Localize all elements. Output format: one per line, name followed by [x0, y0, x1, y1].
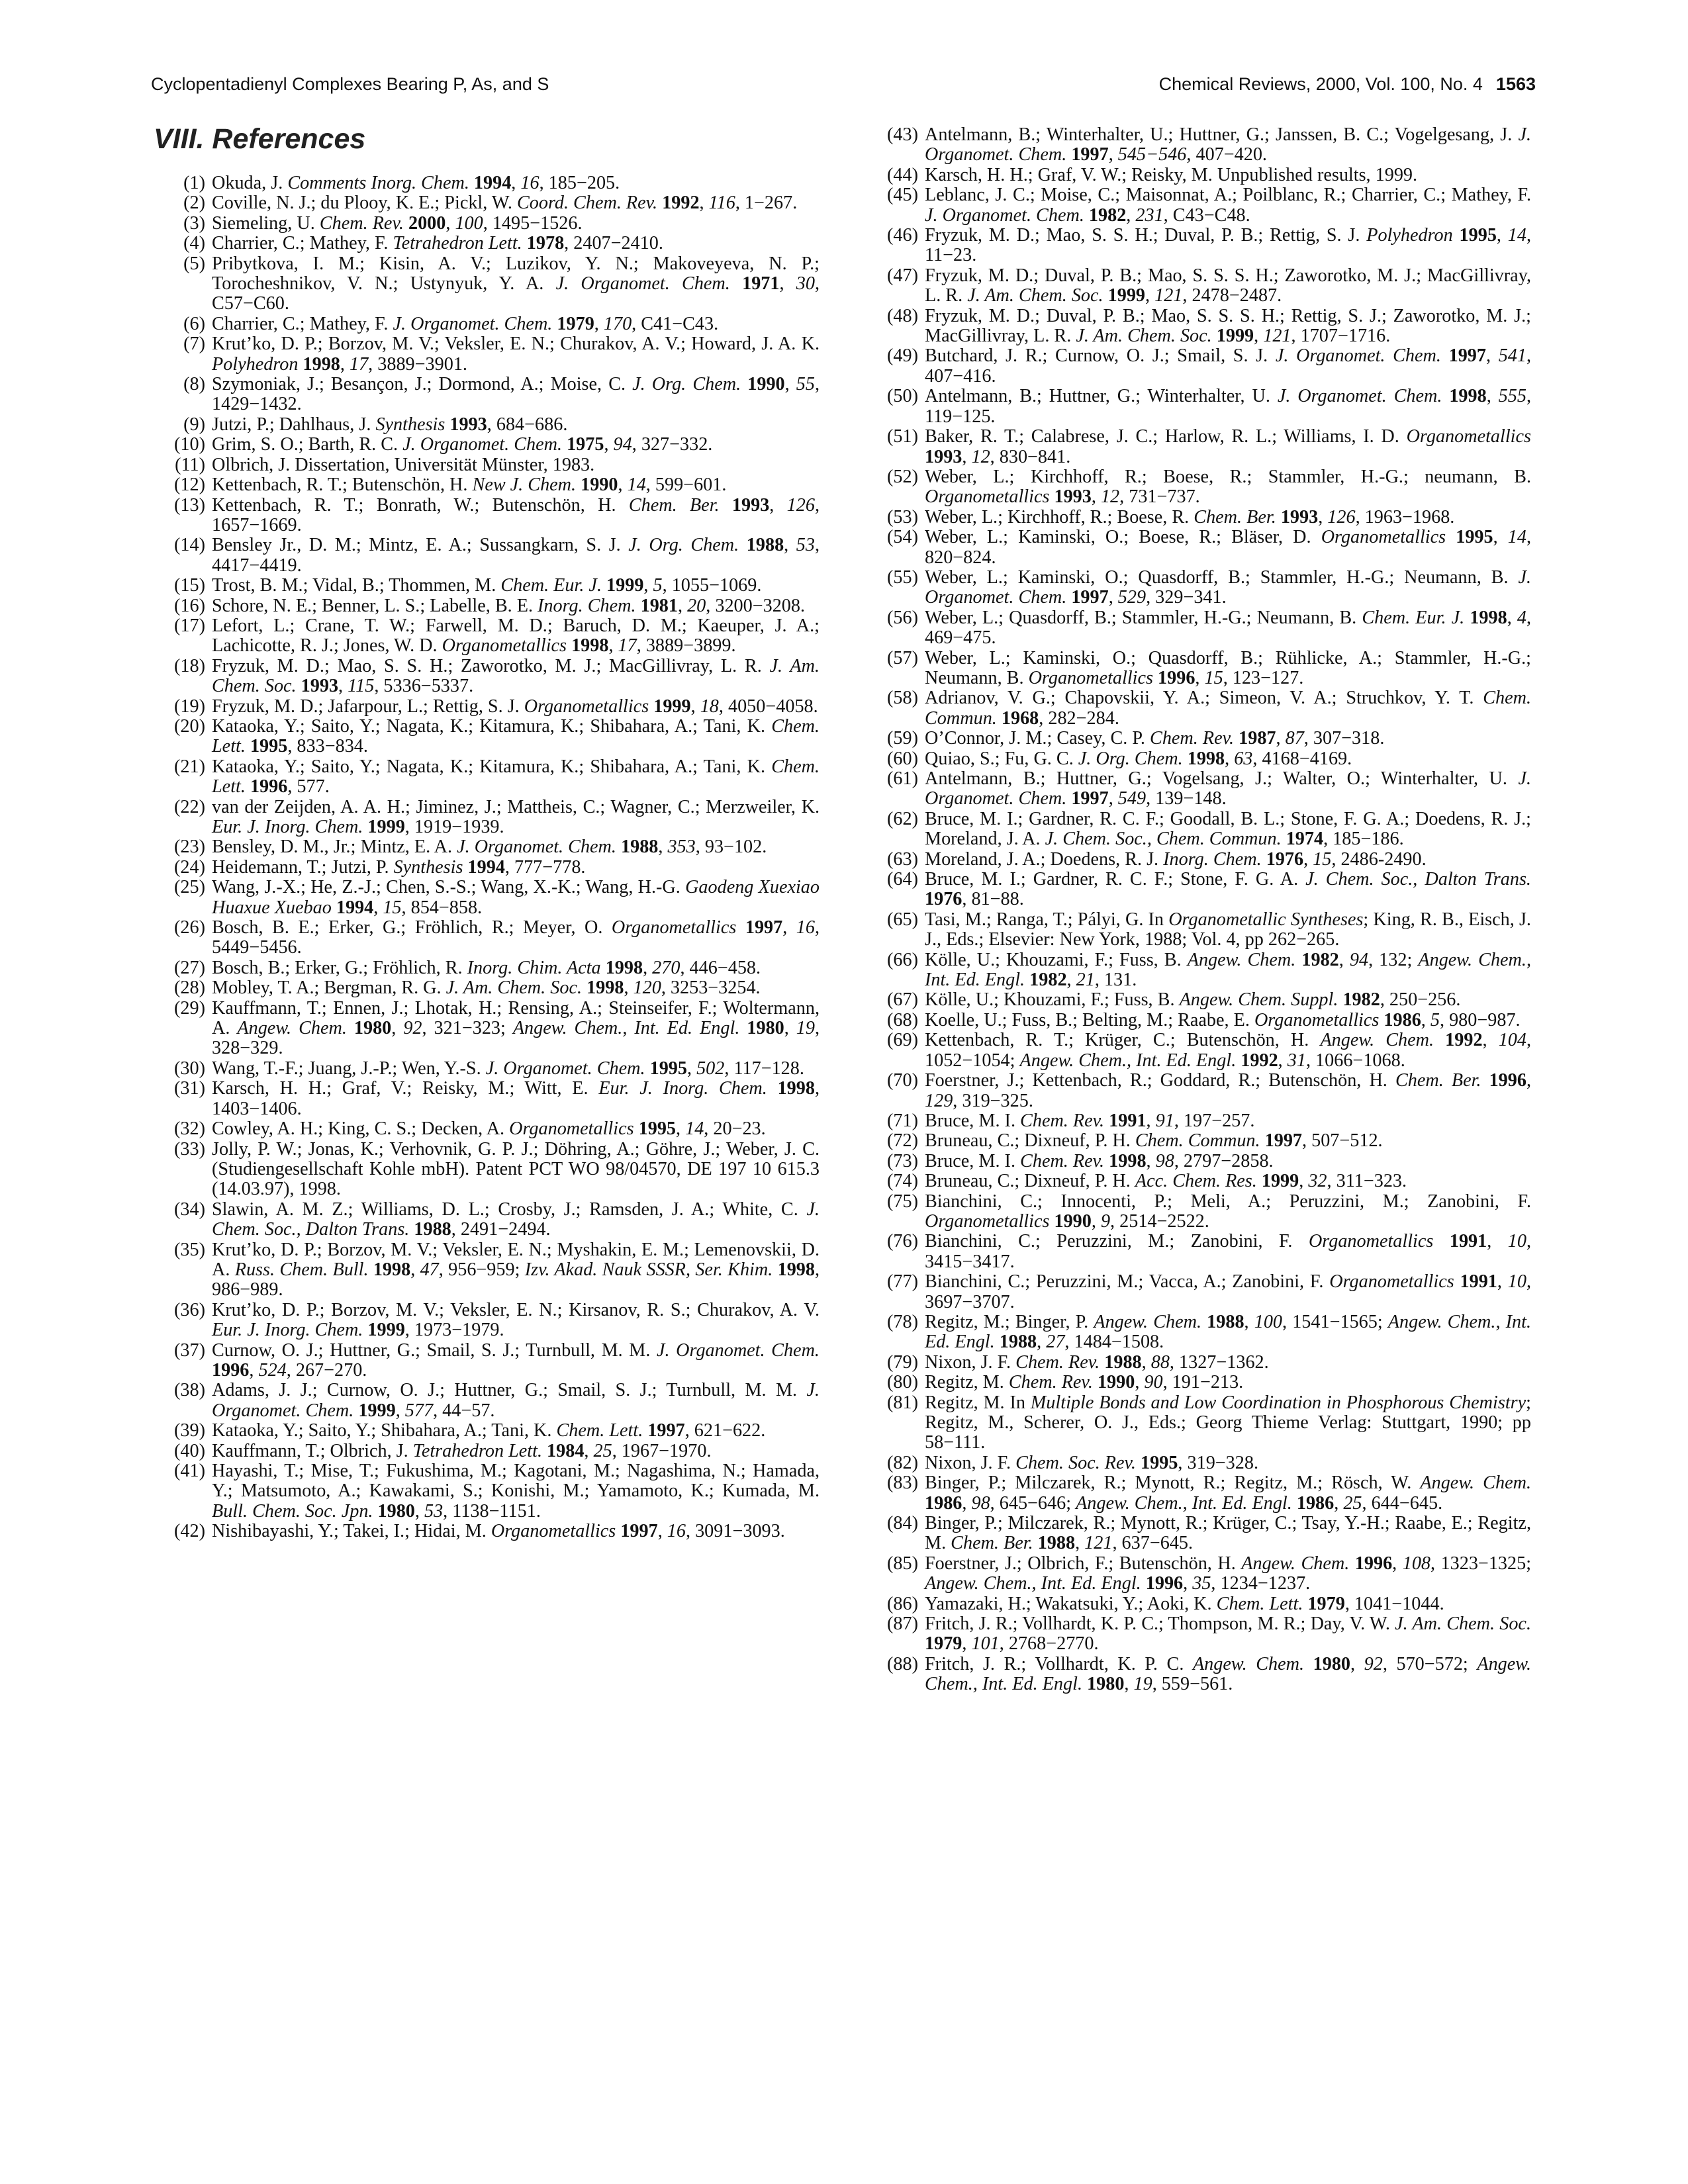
reference-text: Bruneau, C.; Dixneuf, P. H. Chem. Commun. 1997, 507−512. [925, 1130, 1383, 1152]
reference-text: Bensley Jr., D. M.; Mintz, E. A.; Sussangkarn, S. J. J. Org. Chem. 1988, 53, 4417−4419. [212, 535, 820, 576]
reference-number: (12) [174, 475, 205, 496]
reference-number: (69) [887, 1030, 918, 1051]
reference-number: (58) [887, 688, 918, 709]
reference-entry [159, 596, 820, 616]
reference-entry [872, 427, 1531, 467]
reference-entry [159, 717, 820, 757]
reference-entry [159, 1059, 820, 1079]
reference-number: (85) [887, 1553, 918, 1574]
reference-number: (42) [174, 1521, 205, 1542]
reference-text: Weber, L.; Kirchhoff, R.; Boese, R. Chem. Ber. 1993, 126, 1963−1968. [925, 506, 1455, 527]
reference-text: Weber, L.; Quasdorff, B.; Stammler, H.-G.; Neumann, B. Chem. Eur. J. 1998, 4, 469−475. [925, 607, 1531, 649]
reference-text: Adams, J. J.; Curnow, O. J.; Huttner, G.; Smail, S. J.; Turnbull, M. M. J. Organomet. Chem. 1999, 577, 44−57. [212, 1380, 820, 1421]
reference-entry [872, 527, 1531, 568]
reference-entry [159, 657, 820, 697]
reference-number: (21) [174, 756, 205, 777]
reference-entry [872, 749, 1531, 769]
reference-text: Bruce, M. I.; Gardner, R. C. F.; Goodall, B. L.; Stone, F. G. A.; Doedens, R. J.; Moreland, J. A. J. Chem. Soc., Chem. Commun. 1974, 185−186. [925, 808, 1531, 850]
reference-entry [159, 214, 820, 234]
reference-entry [159, 193, 820, 213]
reference-text: Kettenbach, R. T.; Krüger, C.; Butenschön, H. Angew. Chem. 1992, 104, 1052−1054; Angew. Chem., Int. Ed. Engl. 1992, 31, 1066−1068. [925, 1030, 1532, 1071]
reference-number: (64) [887, 869, 918, 890]
reference-entry [872, 1152, 1531, 1171]
reference-text: Bosch, B. E.; Erker, G.; Fröhlich, R.; Meyer, O. Organometallics 1997, 16, 5449−5456. [212, 917, 820, 958]
reference-entry [872, 1030, 1531, 1071]
reference-text: van der Zeijden, A. A. H.; Jiminez, J.; Mattheis, C.; Wagner, C.; Merzweiler, K. Eur. J. Inorg. Chem. 1999, 1919−1939. [212, 796, 820, 837]
reference-entry [159, 1461, 820, 1522]
reference-text: Slawin, A. M. Z.; Williams, D. L.; Crosby, J.; Ramsden, J. A.; White, C. J. Chem. Soc., Dalton Trans. 1988, 2491−2494. [212, 1199, 820, 1240]
reference-entry [872, 1655, 1531, 1695]
reference-entry [159, 1522, 820, 1541]
reference-number: (28) [174, 978, 205, 999]
reference-number: (1) [183, 173, 205, 193]
reference-number: (53) [887, 506, 918, 527]
reference-number: (33) [174, 1138, 205, 1160]
reference-entry [872, 467, 1531, 508]
reference-entry [872, 387, 1531, 427]
reference-text: Cowley, A. H.; King, C. S.; Decken, A. Organometallics 1995, 14, 20−23. [212, 1118, 766, 1140]
reference-text: Krut’ko, D. P.; Borzov, M. V.; Veksler, E. N.; Myshakin, E. M.; Lemenovskii, D. A. Russ. Chem. Bull. 1998, 47, 956−959; Izv. Akad. Nauk SSSR, Ser. Khim. 1998, 986−989. [212, 1239, 820, 1300]
reference-number: (38) [174, 1380, 205, 1401]
reference-text: Kataoka, Y.; Saito, Y.; Nagata, K.; Kitamura, K.; Shibahara, A.; Tani, K. Chem. Lett. 1995, 833−834. [212, 715, 820, 757]
reference-number: (66) [887, 949, 918, 970]
reference-number: (59) [887, 728, 918, 749]
reference-text: Curnow, O. J.; Huttner, G.; Smail, S. J.; Turnbull, M. M. J. Organomet. Chem. 1996, 524, 267−270. [212, 1340, 820, 1381]
reference-entry [872, 508, 1531, 527]
reference-number: (23) [174, 837, 205, 858]
reference-entry [872, 266, 1531, 306]
reference-number: (24) [174, 856, 205, 878]
reference-text: Butchard, J. R.; Curnow, O. J.; Smail, S. J. J. Organomet. Chem. 1997, 541, 407−416. [925, 345, 1532, 387]
reference-text: Leblanc, J. C.; Moise, C.; Maisonnat, A.; Poilblanc, R.; Charrier, C.; Mathey, F. J. Organomet. Chem. 1982, 231, C43−C48. [925, 185, 1531, 226]
reference-number: (7) [183, 334, 205, 355]
reference-entry [159, 535, 820, 576]
reference-entry [159, 1240, 820, 1300]
reference-number: (19) [174, 696, 205, 717]
reference-text: Kauffmann, T.; Olbrich, J. Tetrahedron Lett. 1984, 25, 1967−1970. [212, 1440, 712, 1461]
reference-number: (57) [887, 647, 918, 668]
page-number: 1563 [1495, 74, 1536, 94]
journal-citation [1159, 74, 1536, 95]
reference-number: (8) [183, 374, 205, 395]
reference-text: Nixon, J. F. Chem. Soc. Rev. 1995, 319−328. [925, 1452, 1259, 1473]
reference-entry [159, 1421, 820, 1441]
reference-number: (86) [887, 1593, 918, 1614]
reference-entry [159, 858, 820, 878]
reference-entry [159, 958, 820, 978]
reference-entry [159, 757, 820, 797]
reference-number: (60) [887, 748, 918, 769]
reference-number: (29) [174, 997, 205, 1019]
reference-text: Kettenbach, R. T.; Bonrath, W.; Butenschön, H. Chem. Ber. 1993, 126, 1657−1669. [212, 494, 820, 535]
reference-number: (46) [887, 225, 918, 246]
reference-number: (48) [887, 305, 918, 326]
reference-number: (68) [887, 1009, 918, 1030]
reference-text: Fryzuk, M. D.; Duval, P. B.; Mao, S. S. S. H.; Rettig, S. J.; Zaworotko, M. J.; MacGillivray, L. R. J. Am. Chem. Soc. 1999, 121, 1707−1716. [925, 305, 1531, 347]
journal-info: Chemical Reviews, 2000, Vol. 100, No. 4 [1158, 74, 1483, 94]
reference-entry [159, 616, 820, 657]
reference-entry [872, 1473, 1531, 1514]
reference-number: (83) [887, 1473, 918, 1494]
reference-entry [159, 475, 820, 495]
reference-text: Trost, B. M.; Vidal, B.; Thommen, M. Chem. Eur. J. 1999, 5, 1055−1069. [212, 575, 762, 596]
reference-entry [872, 125, 1531, 165]
reference-text: Bruneau, C.; Dixneuf, P. H. Acc. Chem. Res. 1999, 32, 311−323. [925, 1171, 1407, 1192]
reference-number: (37) [174, 1340, 205, 1361]
reference-number: (78) [887, 1311, 918, 1332]
reference-entry [872, 1514, 1531, 1554]
reference-entry [872, 1312, 1531, 1353]
reference-number: (65) [887, 909, 918, 930]
reference-text: Foerstner, J.; Olbrich, F.; Butenschön, H. Angew. Chem. 1996, 108, 1323−1325; Angew. Chem., Int. Ed. Engl. 1996, 35, 1234−1237. [925, 1553, 1532, 1594]
reference-entry [159, 314, 820, 334]
reference-number: (73) [887, 1150, 918, 1171]
reference-text: Antelmann, B.; Huttner, G.; Winterhalter, U. J. Organomet. Chem. 1998, 555, 119−125. [925, 386, 1531, 427]
reference-text: Antelmann, B.; Huttner, G.; Vogelsang, J.; Walter, O.; Winterhalter, U. J. Organomet. Chem. 1997, 549, 139−148. [925, 768, 1531, 809]
reference-number: (4) [183, 233, 205, 254]
reference-number: (80) [887, 1372, 918, 1393]
reference-number: (18) [174, 655, 205, 676]
reference-entry [872, 850, 1531, 870]
reference-entry [159, 576, 820, 596]
reference-number: (49) [887, 345, 918, 367]
reference-text: Binger, P.; Milczarek, R.; Mynott, R.; Regitz, M.; Rösch, W. Angew. Chem. 1986, 98, 645−646; Angew. Chem., Int. Ed. Engl. 1986, 25, 644−645. [925, 1473, 1531, 1514]
reference-number: (75) [887, 1191, 918, 1212]
reference-entry [872, 990, 1531, 1010]
reference-text: Weber, L.; Kaminski, O.; Quasdorff, B.; Rühlicke, A.; Stammler, H.-G.; Neumann, B. Organometallics 1996, 15, 123−127. [925, 647, 1531, 688]
reference-number: (35) [174, 1239, 205, 1260]
reference-text: Bruce, M. I. Chem. Rev. 1998, 98, 2797−2858. [925, 1150, 1274, 1171]
references-right-column [872, 125, 1531, 1695]
reference-text: Lefort, L.; Crane, T. W.; Farwell, M. D.; Baruch, D. M.; Kaeuper, J. A.; Lachicotte, R. J.; Jones, W. D. Organometallics 1998, 17, 3889−3899. [212, 615, 820, 657]
reference-number: (14) [174, 535, 205, 556]
reference-entry [872, 870, 1531, 910]
reference-number: (84) [887, 1513, 918, 1534]
section-title: VIII. References [154, 123, 366, 155]
reference-entry [872, 1614, 1531, 1655]
reference-text: Krut’ko, D. P.; Borzov, M. V.; Veksler, E. N.; Kirsanov, R. S.; Churakov, A. V. Eur. J. Inorg. Chem. 1999, 1973−1979. [212, 1299, 820, 1341]
reference-text: Jolly, P. W.; Jonas, K.; Verhovnik, G. P. J.; Döhring, A.; Göhre, J.; Weber, J. C. (Studiengesellschaft Kohle mbH). Patent PCT WO 98/04570, DE 197 10 615.3 (14.03.97), 1998. [212, 1138, 820, 1200]
reference-text: Fritch, J. R.; Vollhardt, K. P. C.; Thompson, M. R.; Day, V. W. J. Am. Chem. Soc. 1979, 101, 2768−2770. [925, 1614, 1531, 1655]
reference-text: Quiao, S.; Fu, G. C. J. Org. Chem. 1998, 63, 4168−4169. [925, 748, 1352, 769]
reference-number: (71) [887, 1110, 918, 1131]
reference-text: Heidemann, T.; Jutzi, P. Synthesis 1994, 777−778. [212, 856, 586, 878]
reference-entry [159, 1119, 820, 1139]
reference-text: Bosch, B.; Erker, G.; Fröhlich, R. Inorg. Chim. Acta 1998, 270, 446−458. [212, 957, 761, 978]
reference-number: (63) [887, 848, 918, 870]
reference-entry [872, 185, 1531, 226]
reference-entry [872, 769, 1531, 809]
reference-number: (40) [174, 1440, 205, 1461]
reference-entry [159, 173, 820, 193]
reference-entry [872, 1393, 1531, 1453]
reference-entry [872, 165, 1531, 185]
reference-text: Yamazaki, H.; Wakatsuki, Y.; Aoki, K. Chem. Lett. 1979, 1041−1044. [925, 1593, 1444, 1614]
reference-text: Binger, P.; Milczarek, R.; Mynott, R.; Krüger, C.; Tsay, Y.-H.; Raabe, E.; Regitz, M. Chem. Ber. 1988, 121, 637−645. [925, 1513, 1531, 1554]
reference-text: Adrianov, V. G.; Chapovskii, Y. A.; Simeon, V. A.; Struchkov, Y. T. Chem. Commun. 1968, 282−284. [925, 688, 1531, 729]
reference-text: Jutzi, P.; Dahlhaus, J. Synthesis 1993, 684−686. [212, 414, 568, 435]
reference-entry [872, 608, 1531, 649]
reference-number: (41) [174, 1461, 205, 1481]
reference-number: (52) [887, 466, 918, 487]
reference-text: Bianchini, C.; Peruzzini, M.; Zanobini, F. Organometallics 1991, 10, 3415−3417. [925, 1231, 1531, 1272]
reference-entry [872, 568, 1531, 608]
reference-entry [872, 809, 1531, 850]
reference-number: (25) [174, 877, 205, 898]
reference-number: (51) [887, 426, 918, 447]
reference-text: Bensley, D. M., Jr.; Mintz, E. A. J. Organomet. Chem. 1988, 353, 93−102. [212, 837, 767, 858]
reference-entry [872, 1111, 1531, 1131]
reference-number: (77) [887, 1271, 918, 1293]
reference-text: Regitz, M.; Binger, P. Angew. Chem. 1988, 100, 1541−1565; Angew. Chem., Int. Ed. Engl. 1988, 27, 1484−1508. [925, 1311, 1532, 1353]
reference-text: Szymoniak, J.; Besançon, J.; Dormond, A.; Moise, C. J. Org. Chem. 1990, 55, 1429−1432. [212, 374, 820, 415]
reference-text: Kataoka, Y.; Saito, Y.; Shibahara, A.; Tani, K. Chem. Lett. 1997, 621−622. [212, 1420, 766, 1441]
reference-entry [159, 435, 820, 455]
reference-text: Nixon, J. F. Chem. Rev. 1988, 88, 1327−1362. [925, 1351, 1269, 1373]
reference-number: (79) [887, 1351, 918, 1373]
reference-number: (30) [174, 1058, 205, 1079]
reference-number: (13) [174, 494, 205, 516]
reference-entry [872, 688, 1531, 729]
reference-number: (50) [887, 386, 918, 407]
reference-entry [159, 455, 820, 475]
reference-number: (70) [887, 1070, 918, 1091]
reference-number: (36) [174, 1299, 205, 1320]
references-left-column [159, 173, 820, 1542]
reference-text: Weber, L.; Kaminski, O.; Boese, R.; Bläser, D. Organometallics 1995, 14, 820−824. [925, 527, 1532, 568]
reference-entry [872, 1353, 1531, 1373]
reference-text: Regitz, M. In Multiple Bonds and Low Coordination in Phosphorous Chemistry; Regitz, M., Scherer, O. J., Eds.; Georg Thieme Verlag: Stuttgart, 1990; pp 58−111. [925, 1392, 1531, 1453]
reference-text: Wang, T.-F.; Juang, J.-P.; Wen, Y.-S. J. Organomet. Chem. 1995, 502, 117−128. [212, 1058, 804, 1079]
reference-entry [872, 1373, 1531, 1392]
reference-number: (62) [887, 808, 918, 829]
reference-text: Karsch, H. H.; Graf, V. W.; Reisky, M. Unpublished results, 1999. [925, 164, 1418, 185]
reference-entry [872, 306, 1531, 347]
reference-text: O’Connor, J. M.; Casey, C. P. Chem. Rev. 1987, 87, 307−318. [925, 728, 1385, 749]
reference-entry [872, 1554, 1531, 1594]
reference-text: Fryzuk, M. D.; Jafarpour, L.; Rettig, S. J. Organometallics 1999, 18, 4050−4058. [212, 696, 818, 717]
reference-entry [872, 346, 1531, 387]
reference-text: Kataoka, Y.; Saito, Y.; Nagata, K.; Kitamura, K.; Shibahara, A.; Tani, K. Chem. Lett. 1996, 577. [212, 756, 820, 797]
reference-entry [159, 254, 820, 314]
reference-text: Moreland, J. A.; Doedens, R. J. Inorg. Chem. 1976, 15, 2486-2490. [925, 848, 1427, 870]
reference-entry [872, 1131, 1531, 1151]
reference-entry [159, 1381, 820, 1421]
reference-text: Weber, L.; Kirchhoff, R.; Boese, R.; Stammler, H.-G.; neumann, B. Organometallics 1993, 12, 731−737. [925, 466, 1531, 508]
reference-text: Grim, S. O.; Barth, R. C. J. Organomet. Chem. 1975, 94, 327−332. [212, 434, 713, 455]
reference-entry [159, 334, 820, 375]
reference-text: Siemeling, U. Chem. Rev. 2000, 100, 1495−1526. [212, 212, 583, 234]
reference-text: Weber, L.; Kaminski, O.; Quasdorff, B.; Stammler, H.-G.; Neumann, B. J. Organomet. Chem. 1997, 529, 329−341. [925, 567, 1531, 608]
reference-number: (61) [887, 768, 918, 789]
reference-entry [159, 918, 820, 958]
reference-text: Hayashi, T.; Mise, T.; Fukushima, M.; Kagotani, M.; Nagashima, N.; Hamada, Y.; Matsumoto, A.; Kawakami, S.; Konishi, M.; Yamamoto, K.; Kumada, M. Bull. Chem. Soc. Jpn. 1980, 53, 1138−1151. [212, 1461, 820, 1522]
reference-text: Regitz, M. Chem. Rev. 1990, 90, 191−213. [925, 1372, 1244, 1393]
reference-entry [872, 729, 1531, 749]
reference-text: Bianchini, C.; Innocenti, P.; Meli, A.; Peruzzini, M.; Zanobini, F. Organometallics 1990, 9, 2514−2522. [925, 1191, 1531, 1232]
reference-number: (9) [183, 414, 205, 435]
reference-number: (2) [183, 193, 205, 214]
reference-number: (17) [174, 615, 205, 636]
reference-entry [159, 375, 820, 415]
reference-number: (11) [175, 454, 205, 475]
reference-text: Fritch, J. R.; Vollhardt, K. P. C. Angew. Chem. 1980, 92, 570−572; Angew. Chem., Int. Ed. Engl. 1980, 19, 559−561. [925, 1653, 1532, 1695]
reference-text: Olbrich, J. Dissertation, Universität Münster, 1983. [212, 454, 595, 475]
reference-number: (55) [887, 567, 918, 588]
reference-number: (15) [174, 575, 205, 596]
reference-number: (43) [887, 124, 918, 145]
reference-number: (88) [887, 1653, 918, 1674]
reference-number: (56) [887, 607, 918, 628]
reference-text: Charrier, C.; Mathey, F. Tetrahedron Lett. 1978, 2407−2410. [212, 233, 663, 254]
reference-number: (6) [183, 313, 205, 334]
reference-number: (39) [174, 1420, 205, 1441]
reference-number: (45) [887, 185, 918, 206]
reference-entry [159, 837, 820, 857]
reference-number: (47) [887, 265, 918, 286]
reference-entry [872, 1011, 1531, 1030]
reference-text: Antelmann, B.; Winterhalter, U.; Huttner, G.; Janssen, B. C.; Vogelgesang, J. J. Organomet. Chem. 1997, 545−546, 407−420. [925, 124, 1531, 165]
reference-number: (81) [887, 1392, 918, 1413]
page-header [151, 74, 1536, 101]
reference-number: (34) [174, 1199, 205, 1220]
reference-text: Schore, N. E.; Benner, L. S.; Labelle, B. E. Inorg. Chem. 1981, 20, 3200−3208. [212, 595, 806, 616]
reference-entry [159, 1300, 820, 1341]
reference-text: Kölle, U.; Khouzami, F.; Fuss, B. Angew. Chem. 1982, 94, 132; Angew. Chem., Int. Ed. Engl. 1982, 21, 131. [925, 949, 1531, 991]
reference-entry [872, 1192, 1531, 1232]
reference-entry [159, 234, 820, 253]
reference-text: Pribytkova, I. M.; Kisin, A. V.; Luzikov, Y. N.; Makoveyeva, N. P.; Torocheshnikov, V. N.; Ustynyuk, Y. A. J. Organomet. Chem. 1971, 30, C57−C60. [212, 253, 820, 314]
reference-text: Koelle, U.; Fuss, B.; Belting, M.; Raabe, E. Organometallics 1986, 5, 980−987. [925, 1009, 1521, 1030]
reference-text: Kölle, U.; Khouzami, F.; Fuss, B. Angew. Chem. Suppl. 1982, 250−256. [925, 989, 1461, 1011]
reference-number: (76) [887, 1231, 918, 1252]
reference-text: Krut’ko, D. P.; Borzov, M. V.; Veksler, E. N.; Churakov, A. V.; Howard, J. A. K. Polyhedron 1998, 17, 3889−3901. [212, 334, 820, 375]
reference-text: Bianchini, C.; Peruzzini, M.; Vacca, A.; Zanobini, F. Organometallics 1991, 10, 3697−3707. [925, 1271, 1532, 1312]
reference-entry [159, 797, 820, 838]
reference-number: (10) [174, 434, 205, 455]
reference-text: Mobley, T. A.; Bergman, R. G. J. Am. Chem. Soc. 1998, 120, 3253−3254. [212, 978, 761, 999]
reference-entry [872, 1272, 1531, 1312]
reference-text: Bruce, M. I. Chem. Rev. 1991, 91, 197−257. [925, 1110, 1255, 1131]
reference-text: Kauffmann, T.; Ennen, J.; Lhotak, H.; Rensing, A.; Steinseifer, F.; Woltermann, A. Angew. Chem. 1980, 92, 321−323; Angew. Chem., Int. Ed. Engl. 1980, 19, 328−329. [212, 997, 820, 1059]
reference-entry [159, 415, 820, 435]
reference-number: (74) [887, 1171, 918, 1192]
reference-text: Tasi, M.; Ranga, T.; Pályi, G. In Organometallic Syntheses; King, R. B., Eisch, J. J., Eds.; Elsevier: New York, 1988; Vol. 4, pp 262−265. [925, 909, 1531, 950]
reference-number: (32) [174, 1118, 205, 1140]
reference-entry [159, 1341, 820, 1381]
reference-text: Fryzuk, M. D.; Mao, S. S. H.; Zaworotko, M. J.; MacGillivray, L. R. J. Am. Chem. Soc. 1993, 115, 5336−5337. [212, 655, 820, 697]
reference-text: Fryzuk, M. D.; Mao, S. S. H.; Duval, P. B.; Rettig, S. J. Polyhedron 1995, 14, 11−23. [925, 225, 1532, 266]
reference-number: (72) [887, 1130, 918, 1152]
reference-text: Kettenbach, R. T.; Butenschön, H. New J. Chem. 1990, 14, 599−601. [212, 475, 727, 496]
reference-text: Nishibayashi, Y.; Takei, I.; Hidai, M. Organometallics 1997, 16, 3091−3093. [212, 1521, 785, 1542]
reference-number: (3) [183, 212, 205, 234]
reference-number: (87) [887, 1614, 918, 1635]
reference-text: Coville, N. J.; du Plooy, K. E.; Pickl, W. Coord. Chem. Rev. 1992, 116, 1−267. [212, 193, 798, 214]
reference-number: (44) [887, 164, 918, 185]
reference-entry [872, 1232, 1531, 1272]
reference-text: Foerstner, J.; Kettenbach, R.; Goddard, R.; Butenschön, H. Chem. Ber. 1996, 129, 319−325. [925, 1070, 1531, 1111]
reference-entry [872, 226, 1531, 266]
reference-entry [159, 496, 820, 536]
reference-number: (22) [174, 796, 205, 817]
reference-entry [159, 1441, 820, 1461]
reference-number: (82) [887, 1452, 918, 1473]
reference-entry [159, 999, 820, 1059]
reference-entry [872, 910, 1531, 950]
reference-entry [159, 1079, 820, 1119]
reference-number: (67) [887, 989, 918, 1011]
reference-text: Okuda, J. Comments Inorg. Chem. 1994, 16, 185−205. [212, 173, 620, 193]
reference-text: Charrier, C.; Mathey, F. J. Organomet. Chem. 1979, 170, C41−C43. [212, 313, 719, 334]
running-title: Cyclopentadienyl Complexes Bearing P, As, and S [151, 74, 549, 94]
reference-number: (16) [174, 595, 205, 616]
reference-text: Baker, R. T.; Calabrese, J. C.; Harlow, R. L.; Williams, I. D. Organometallics 1993, 12, 830−841. [925, 426, 1531, 467]
reference-number: (26) [174, 917, 205, 938]
reference-entry [872, 1453, 1531, 1473]
reference-number: (54) [887, 527, 918, 548]
reference-entry [872, 649, 1531, 689]
reference-text: Wang, J.-X.; He, Z.-J.; Chen, S.-S.; Wang, X.-K.; Wang, H.-G. Gaodeng Xuexiao Huaxue Xuebao 1994, 15, 854−858. [212, 877, 820, 918]
reference-entry [872, 1071, 1531, 1111]
reference-entry [159, 878, 820, 918]
reference-number: (27) [174, 957, 205, 978]
reference-number: (31) [174, 1078, 205, 1099]
reference-entry [159, 1200, 820, 1240]
reference-entry [872, 950, 1531, 991]
reference-entry [159, 1140, 820, 1200]
reference-text: Fryzuk, M. D.; Duval, P. B.; Mao, S. S. S. H.; Zaworotko, M. J.; MacGillivray, L. R. J. Am. Chem. Soc. 1999, 121, 2478−2487. [925, 265, 1531, 306]
reference-entry [159, 697, 820, 717]
reference-text: Bruce, M. I.; Gardner, R. C. F.; Stone, F. G. A. J. Chem. Soc., Dalton Trans. 1976, 81−88. [925, 869, 1531, 910]
reference-entry [159, 978, 820, 998]
reference-text: Karsch, H. H.; Graf, V.; Reisky, M.; Witt, E. Eur. J. Inorg. Chem. 1998, 1403−1406. [212, 1078, 820, 1119]
reference-entry [872, 1594, 1531, 1614]
reference-number: (5) [183, 253, 205, 274]
reference-entry [872, 1171, 1531, 1191]
reference-number: (20) [174, 715, 205, 737]
